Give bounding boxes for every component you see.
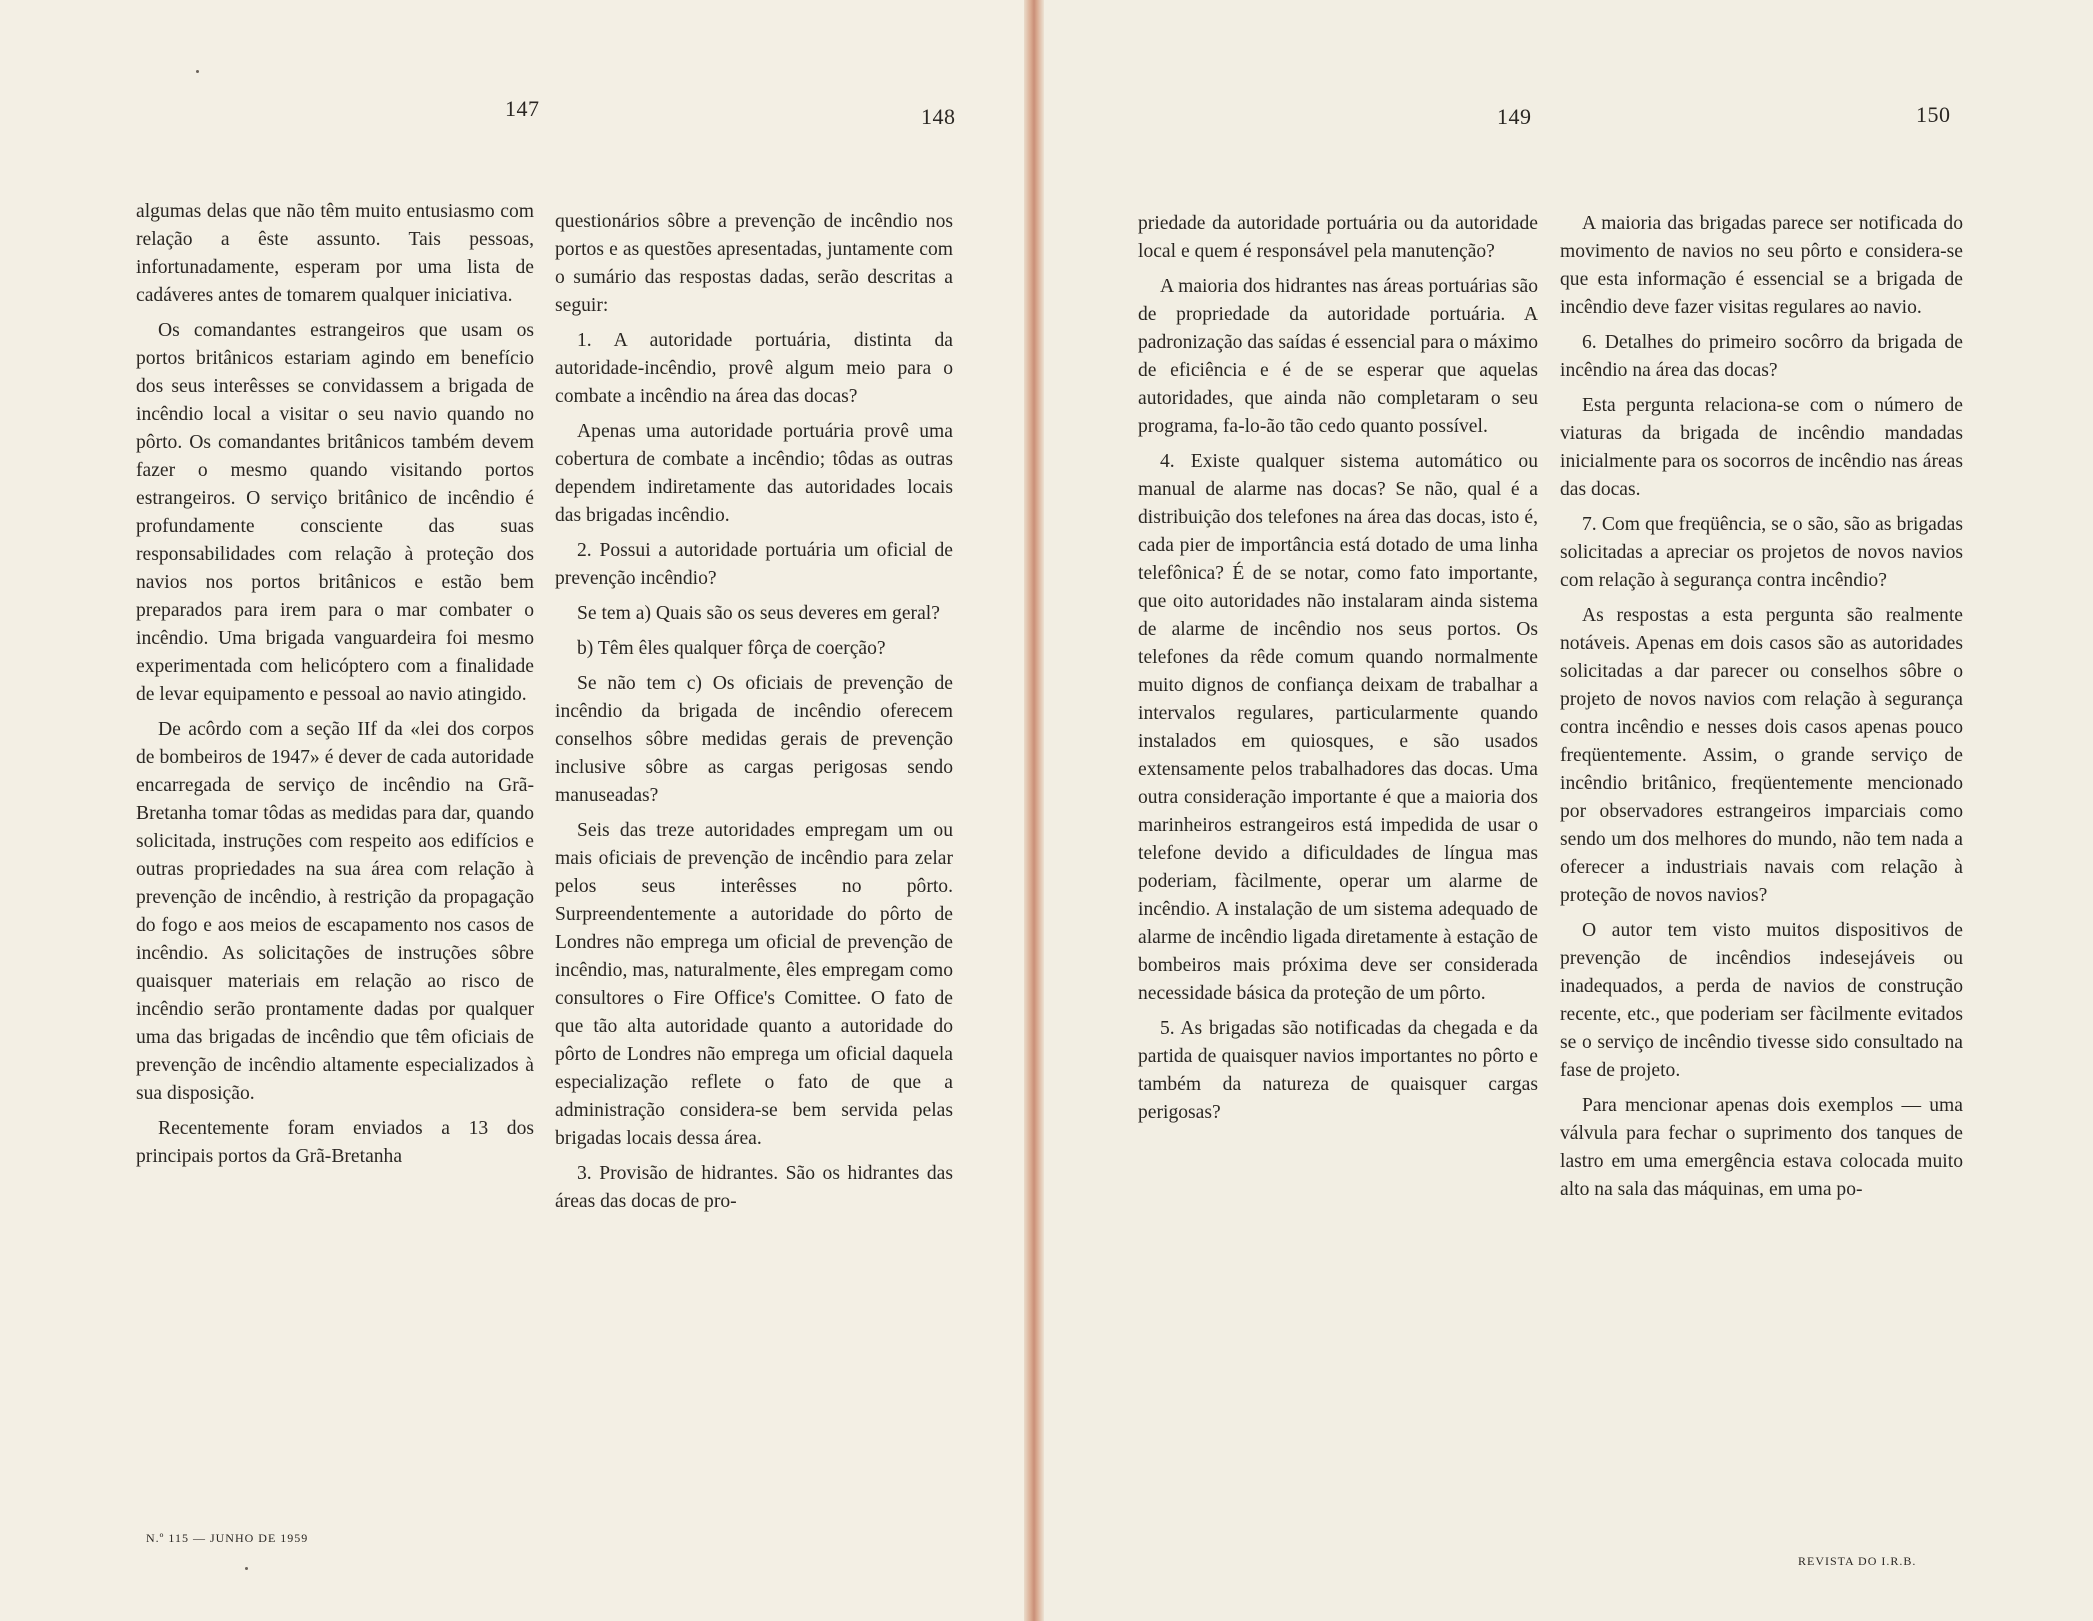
paragraph: Esta pergunta relaciona-se com o número de viaturas da brigada de incêndio mandadas inicialmente para os socorros de incêndio nas áreas das docas. [1560, 395, 1963, 500]
paragraph: 5. As brigadas são notificadas da chegada e da partida de quaisquer navios importantes no pôrto e também da natureza de quaisquer cargas perigosas? [1138, 1018, 1538, 1123]
column-page-147 [136, 198, 534, 1178]
column-page-148 [555, 208, 953, 1223]
paragraph: priedade da autoridade portuária ou da autoridade local e quem é responsável pela manutenção? [1138, 213, 1538, 262]
paragraph: Se tem a) Quais são os seus deveres em geral? [577, 603, 940, 624]
paragraph: Se não tem c) Os oficiais de prevenção de incêndio da brigada de incêndio oferecem conselhos sôbre medidas gerais de prevenção inclusive sôbre as cargas perigosas sendo manuseadas? [555, 673, 953, 806]
paragraph: Recentemente foram enviados a 13 dos principais portos da Grã-Bretanha [136, 1118, 534, 1167]
book-gutter [1024, 0, 1044, 1621]
paragraph: De acôrdo com a seção IIf da «lei dos corpos de bombeiros de 1947» é dever de cada autoridade encarregada de serviço de incêndio na Grã-Bretanha tomar tôdas as medidas para dar, quando solicitada, instruções com respeito aos edifícios e outras propriedades na sua área com relação à prevenção de incêndio, à restrição da propagação do fogo e aos meios de escapamento nos casos de incêndio. As solicitações de instruções sôbre quaisquer materiais em relação ao risco de incêndio serão prontamente dadas por qualquer uma das brigadas de incêndio que têm oficiais de prevenção de incêndio altamente especializados à sua disposição. [136, 719, 534, 1104]
paragraph: 2. Possui a autoridade portuária um oficial de prevenção incêndio? [555, 540, 953, 589]
paragraph: algumas delas que não têm muito entusiasmo com relação a êste assunto. Tais pessoas, infortunadamente, esperam por uma lista de cadáveres antes de tomarem qualquer iniciativa. [136, 201, 534, 306]
speck [196, 70, 199, 73]
column-page-149 [1138, 210, 1538, 1134]
page-number-150: 150 [1916, 102, 1951, 127]
speck [245, 1567, 248, 1570]
page-number-147: 147 [505, 96, 540, 121]
paragraph: Os comandantes estrangeiros que usam os portos britânicos estariam agindo em benefício dos seus interêsses se convidassem a brigada de incêndio local a visitar o seu navio quando no pôrto. Os comandantes britânicos também devem fazer o mesmo quando visitando portos estrangeiros. O serviço britânico de incêndio é profundamente consciente das suas responsabilidades com relação à proteção dos navios nos portos britânicos e estão bem preparados para irem para o mar combater o incêndio. Uma brigada vanguardeira foi mesmo experimentada com helicóptero com a finalidade de levar equipamento e pessoal ao navio atingido. [136, 320, 534, 705]
column-page-150 [1560, 210, 1963, 1211]
page-number-148: 148 [921, 104, 956, 129]
paragraph: 1. A autoridade portuária, distinta da autoridade-incêndio, provê algum meio para o combate a incêndio na área das docas? [555, 330, 953, 407]
paragraph: As respostas a esta pergunta são realmente notáveis. Apenas em dois casos são as autoridades solicitadas a dar parecer ou conselhos sôbre o projeto de novos navios com relação à segurança contra incêndio e nesses dois casos apenas pouco freqüentemente. Assim, o grande serviço de incêndio britânico, freqüentemente mencionado por observadores estrangeiros imparciais como sendo um dos melhores do mundo, não tem nada a oferecer a industriais navais com relação à proteção de novos navios? [1560, 605, 1963, 906]
footer-journal: REVISTA DO I.R.B. [1798, 1554, 1917, 1568]
paragraph: Para mencionar apenas dois exemplos — uma válvula para fechar o suprimento dos tanques de lastro em uma emergência estava colocada muito alto na sala das máquinas, em uma po- [1560, 1095, 1963, 1200]
paragraph: A maioria das brigadas parece ser notificada do movimento de navios no seu pôrto e considera-se que esta informação é essencial se a brigada de incêndio deve fazer visitas regulares ao navio. [1560, 213, 1963, 318]
paragraph: A maioria dos hidrantes nas áreas portuárias são de propriedade da autoridade portuária. A padronização das saídas é essencial para o máximo de eficiência e é de se esperar que aquelas autoridades, que ainda não completaram o seu programa, fa-lo-ão tão cedo quanto possível. [1138, 276, 1538, 437]
paragraph: Apenas uma autoridade portuária provê uma cobertura de combate a incêndio; tôdas as outras dependem indiretamente das autoridades locais das brigadas incêndio. [555, 421, 953, 526]
footer-issue: N.º 115 — JUNHO DE 1959 [146, 1531, 309, 1545]
paragraph: O autor tem visto muitos dispositivos de prevenção de incêndios indesejáveis ou inadequados, a perda de navios de construção recente, etc., que poderiam ser fàcilmente evitados se o serviço de incêndio tivesse sido consultado na fase de projeto. [1560, 920, 1963, 1081]
paragraph: 6. Detalhes do primeiro socôrro da brigada de incêndio na área das docas? [1560, 332, 1963, 381]
paragraph: 7. Com que freqüência, se o são, são as brigadas solicitadas a apreciar os projetos de novos navios com relação à segurança contra incêndio? [1560, 514, 1963, 591]
paragraph: 3. Provisão de hidrantes. São os hidrantes das áreas das docas de pro- [555, 1163, 953, 1212]
paragraph: Seis das treze autoridades empregam um ou mais oficiais de prevenção de incêndio para zelar pelos seus interêsses no pôrto. Surpreendentemente a autoridade do pôrto de Londres não emprega um oficial de prevenção de incêndio, mas, naturalmente, êles empregam como consultores o Fire Office's Comittee. O fato de que tão alta autoridade quanto a autoridade do pôrto de Londres não emprega um oficial daquela especialização reflete o fato de que a administração considera-se bem servida pelas brigadas locais dessa área. [555, 820, 953, 1149]
paragraph: 4. Existe qualquer sistema automático ou manual de alarme nas docas? Se não, qual é a distribuição dos telefones na área das docas, isto é, cada pier de importância está dotado de uma linha telefônica? É de se notar, como fato importante, que oito autoridades não instalaram ainda sistema de alarme de incêndio nos seus portos. Os telefones da rêde comum quando normalmente muito dignos de confiança deixam de trabalhar a intervalos regulares, particularmente quando instalados em quiosques, e são usados extensamente pelos trabalhadores das docas. Uma outra consideração importante é que a maioria dos marinheiros estrangeiros está impedida de usar o telefone devido a dificuldades de língua mas poderiam, fàcilmente, operar um alarme de incêndio. A instalação de um sistema adequado de alarme de incêndio ligada diretamente à estação de bombeiros mais próxima deve ser considerada necessidade básica da proteção de um pôrto. [1138, 451, 1538, 1004]
page-number-149: 149 [1497, 104, 1532, 129]
paragraph: b) Têm êles qualquer fôrça de coerção? [577, 638, 886, 659]
paragraph: questionários sôbre a prevenção de incêndio nos portos e as questões apresentadas, juntamente com o sumário das respostas dadas, serão descritas a seguir: [555, 211, 953, 316]
